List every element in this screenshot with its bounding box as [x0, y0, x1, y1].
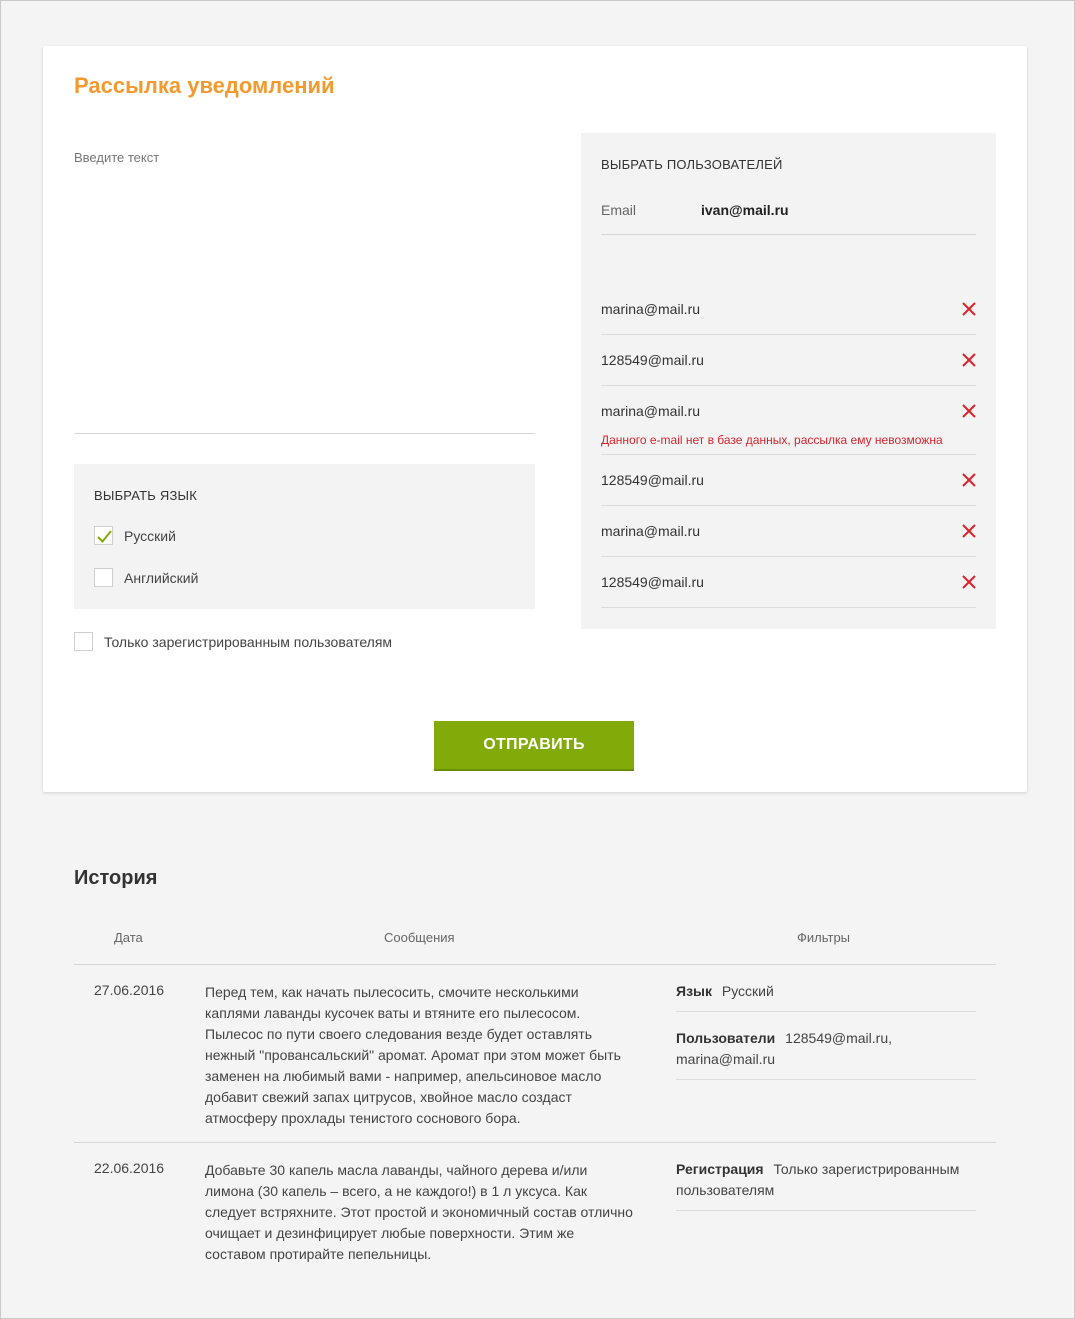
email-label: Email: [601, 202, 637, 218]
check-icon: [97, 529, 112, 544]
list-item: [601, 284, 976, 335]
row-filters: [676, 973, 976, 1088]
users-heading: ВЫБРАТЬ ПОЛЬЗОВАТЕЛЕЙ: [601, 157, 783, 172]
column-messages: Сообщения: [384, 930, 455, 945]
selected-users-list: [601, 284, 976, 608]
page-title: Рассылка уведомлений: [74, 73, 335, 98]
email-field[interactable]: [601, 189, 976, 235]
english-checkbox[interactable]: [94, 568, 113, 587]
language-option-english[interactable]: [94, 568, 198, 587]
send-button[interactable]: ОТПРАВИТЬ: [434, 721, 634, 771]
filter-value: 128549@mail.ru, marina@mail.ru: [676, 1030, 892, 1067]
message-placeholder: Введите текст: [74, 150, 160, 165]
language-panel: [74, 464, 535, 609]
table-row: [74, 965, 996, 1143]
list-item: [601, 386, 976, 455]
table-header: [74, 921, 996, 965]
user-email: marina@mail.ru: [601, 523, 701, 539]
remove-icon[interactable]: [962, 404, 976, 418]
remove-icon[interactable]: [962, 473, 976, 487]
user-email: marina@mail.ru: [601, 403, 701, 419]
list-item: [601, 335, 976, 386]
registered-only-checkbox[interactable]: [74, 632, 93, 651]
registered-only-option[interactable]: [74, 632, 392, 651]
row-message: Перед тем, как начать пылесосить, смочите несколькими каплями лаванды кусочек ваты и втяните его пылесосом. Пылесос по пути своего следования везде будет оставлять нежный "провансальский" аромат. Аромат при этом может быть заменен на любимый вами - например, апельсиновое масло добавит свежий запах цитрусов, хвойное масло создаст атмосферу прохлады тенистого соснового бора.: [205, 984, 621, 1126]
list-item: [601, 557, 976, 608]
row-message: Добавьте 30 капель масла лаванды, чайного дерева и/или лимона (30 капель – всего, а не каждого!) в 1 л уксуса. Как следует встряхните. Этот простой и экономичный состав отлично очищает и дезинфицирует любые поверхности. Этим же составом протирайте пепельницы.: [205, 1162, 633, 1262]
registered-only-label: Только зарегистрированным пользователям: [104, 633, 393, 650]
list-item: [601, 506, 976, 557]
row-date: 27.06.2016: [94, 982, 165, 998]
users-panel: [581, 133, 996, 629]
remove-icon[interactable]: [962, 524, 976, 538]
user-email: 128549@mail.ru: [601, 574, 704, 590]
russian-label: Русский: [124, 527, 176, 544]
filter-value: Только зарегистрированным пользователям: [676, 1161, 960, 1198]
language-heading: ВЫБРАТЬ ЯЗЫК: [94, 488, 197, 503]
filter-registration: [676, 1151, 976, 1211]
notification-form-card: [43, 46, 1027, 792]
filter-value: Русский: [721, 983, 774, 999]
history-title: История: [74, 867, 158, 889]
russian-checkbox[interactable]: [94, 526, 113, 545]
remove-icon[interactable]: [962, 353, 976, 367]
remove-icon[interactable]: [962, 575, 976, 589]
user-email: marina@mail.ru: [601, 301, 701, 317]
message-textarea[interactable]: [74, 134, 535, 434]
row-date: 22.06.2016: [94, 1160, 165, 1176]
filter-label: Пользователи: [676, 1030, 776, 1046]
user-email: 128549@mail.ru: [601, 472, 704, 488]
filter-label: Регистрация: [676, 1161, 764, 1177]
filter-users: [676, 1020, 976, 1080]
table-row: [74, 1143, 996, 1283]
list-item: [601, 455, 976, 506]
column-date: Дата: [114, 930, 143, 945]
english-label: Английский: [124, 569, 199, 586]
language-option-russian[interactable]: [94, 526, 176, 545]
row-filters: [676, 1151, 976, 1219]
email-input-value[interactable]: ivan@mail.ru: [701, 202, 789, 218]
remove-icon[interactable]: [962, 302, 976, 316]
filter-language: [676, 973, 976, 1012]
column-filters: Фильтры: [797, 930, 851, 945]
user-email: 128549@mail.ru: [601, 352, 704, 368]
filter-label: Язык: [676, 983, 712, 999]
email-error-message: Данного e-mail нет в базе данных, рассылка ему невозможна: [601, 433, 943, 447]
history-table: [74, 921, 996, 1283]
